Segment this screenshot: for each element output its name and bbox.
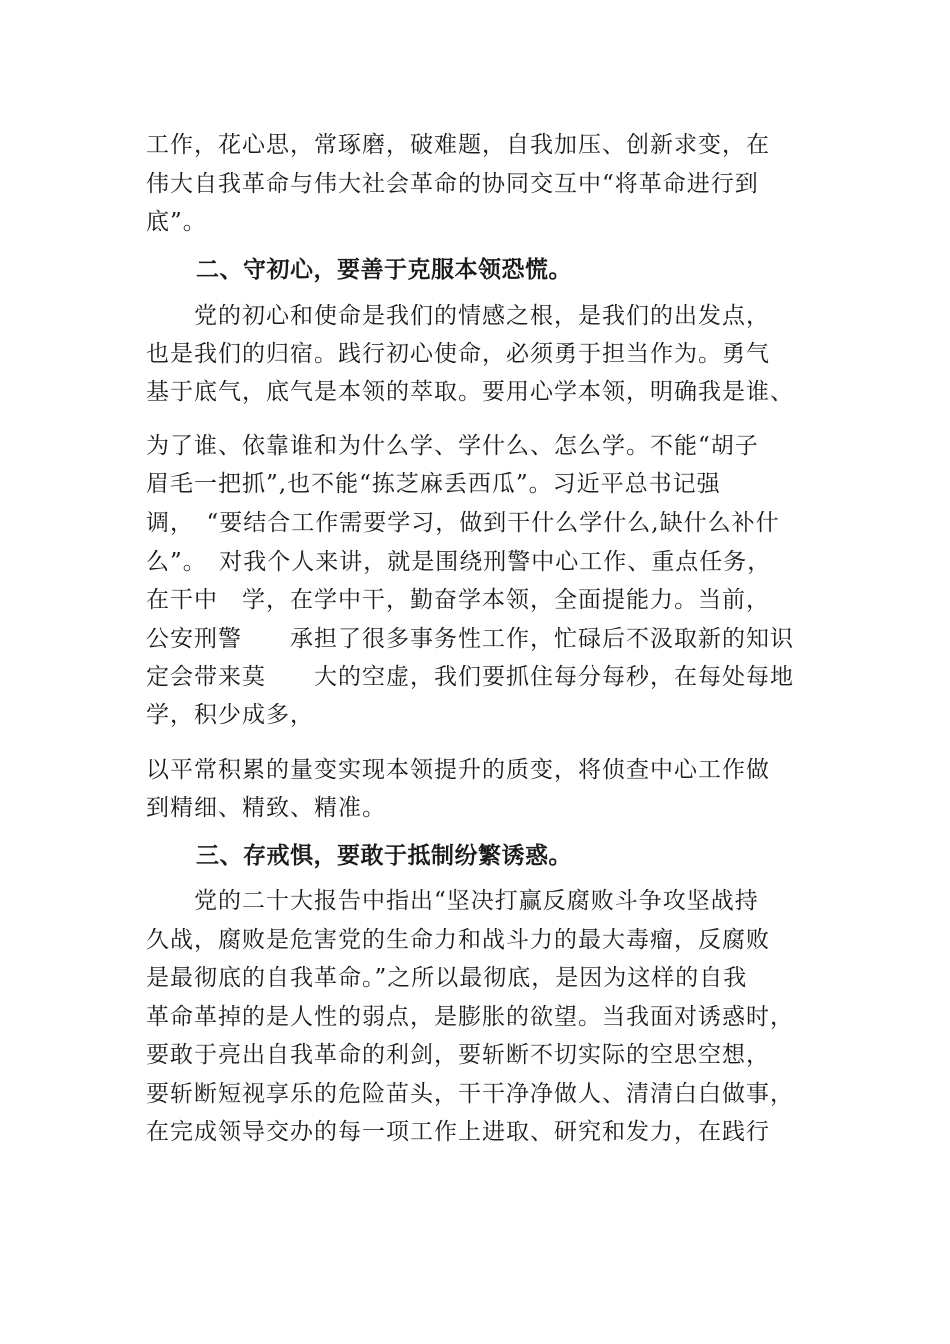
text-line: 也是我们的归宿。践行初心使命，必须勇于担当作为。勇气 <box>146 341 770 367</box>
text-line: 以平常积累的量变实现本领提升的质变，将侦查中心工作做 <box>146 757 770 783</box>
text-line: 党的初心和使命是我们的情感之根，是我们的出发点， <box>146 303 770 329</box>
text-line: 调， “要结合工作需要学习，做到干什么学什么,缺什么补什 <box>146 510 780 536</box>
section-heading-3: 三、存戒惧，要敢于抵制纷繁诱惑。 <box>196 843 572 869</box>
text-line: 为了谁、依靠谁和为什么学、学什么、怎么学。不能“胡子 <box>146 433 759 459</box>
text-line: 要斩断短视享乐的危险苗头，干干净净做人、清清白白做事， <box>146 1081 794 1107</box>
text-line: 在完成领导交办的每一项工作上进取、研究和发力，在践行 <box>146 1119 770 1145</box>
text-line: 眉毛一把抓”,也不能“拣芝麻丢西瓜”。习近平总书记强 <box>146 471 721 497</box>
text-line: 基于底气，底气是本领的萃取。要用心学本领，明确我是谁、 <box>146 379 794 405</box>
text-line: 党的二十大报告中指出“坚决打赢反腐败斗争攻坚战持 <box>146 888 759 914</box>
text-line: 是最彻底的自我革命。”之所以最彻底，是因为这样的自我 <box>146 965 748 991</box>
text-line: 革命革掉的是人性的弱点，是膨胀的欲望。当我面对诱惑时， <box>146 1004 794 1030</box>
text-line: 久战，腐败是危害党的生命力和战斗力的最大毒瘤，反腐败 <box>146 927 770 953</box>
text-line: 公安刑警 承担了很多事务性工作，忙碌后不汲取新的知识 <box>146 626 794 652</box>
text-line: 在干中 学，在学中干，勤奋学本领，全面提能力。当前， <box>146 587 770 613</box>
text-line: 工作，花心思，常琢磨，破难题，自我加压、创新求变，在 <box>146 132 770 158</box>
text-line: 么”。 对我个人来讲，就是围绕刑警中心工作、重点任务， <box>146 549 772 575</box>
section-heading-2: 二、守初心，要善于克服本领恐慌。 <box>196 257 572 283</box>
text-line: 底”。 <box>146 209 207 235</box>
text-line: 定会带来莫 大的空虚，我们要抓住每分每秒，在每处每地 <box>146 664 794 690</box>
text-line: 要敢于亮出自我革命的利剑，要斩断不切实际的空思空想， <box>146 1042 770 1068</box>
text-line: 伟大自我革命与伟大社会革命的协同交互中“将革命进行到 <box>146 171 759 197</box>
text-line: 到精细、精致、精准。 <box>146 795 386 821</box>
text-line: 学，积少成多， <box>146 702 314 728</box>
